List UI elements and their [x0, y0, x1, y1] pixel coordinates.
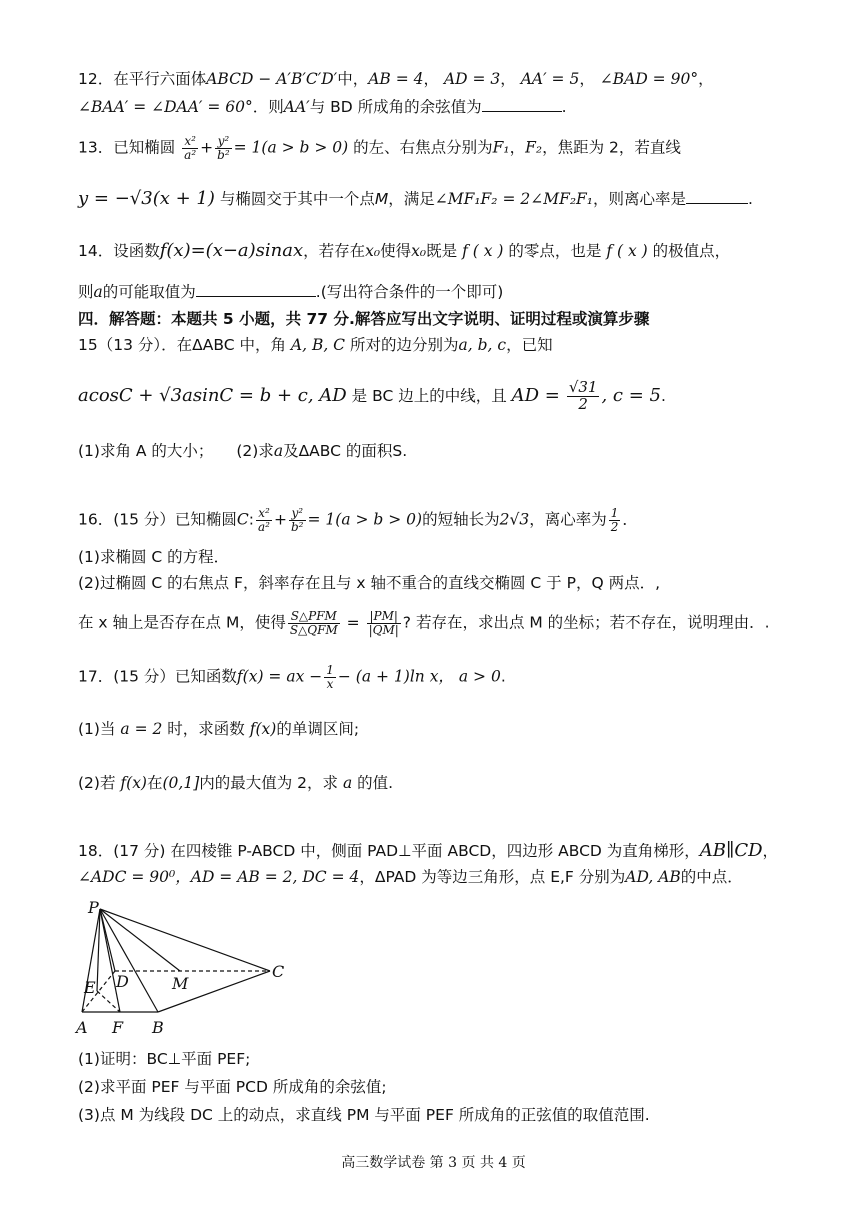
edge-pc	[100, 909, 270, 971]
q16-c: C	[236, 510, 249, 529]
q15-text: 15（13 分）．在ΔABC 中，角	[78, 336, 286, 354]
q18-part2: (2)求平面 PEF 与平面 PCD 所成角的余弦值;	[78, 1078, 387, 1096]
q14-text6: 的极值点，	[652, 242, 731, 260]
label-b: B	[152, 1018, 164, 1037]
q17-frac	[324, 664, 336, 690]
q15-dot: .	[661, 386, 666, 405]
q16-part1: (1)求椭圆 C 的方程．	[78, 548, 230, 566]
q15-sqrt31: √31	[568, 378, 598, 396]
q16-text: 16．(15 分）已知椭圆	[78, 510, 237, 529]
q13-comma: ，	[509, 138, 526, 157]
q13-text3: ，焦距为 2，若直线	[542, 138, 681, 157]
q14-text8: 的可能取值为	[102, 283, 196, 301]
q13-frac-y	[215, 135, 232, 161]
q14-line2	[78, 281, 503, 303]
q17-part1-f: f(x)	[249, 720, 277, 738]
q17-line1	[78, 664, 506, 690]
q13-period: .	[748, 190, 753, 208]
q15-text3: ，已知	[506, 336, 553, 354]
q16-half	[609, 507, 621, 533]
q13-text5: ，满足	[388, 190, 435, 208]
q13-frac-x	[182, 135, 198, 161]
q18-part1: (1)证明：BC⊥平面 PEF;	[78, 1050, 251, 1068]
q13-line2	[78, 188, 753, 210]
q14-text4: 既是	[426, 242, 458, 260]
q18-part3: (3)点 M 为线段 DC 上的动点，求直线 PM 与平面 PEF 所成角的正弦值的取值范围.	[78, 1106, 650, 1124]
q16-line3: 在 x 轴上是否存在点 M，使得 $\frac{\text{S△PFM}}{\text{S△QFM}}$ = $\frac{|PM|}{|QM|}$ ? 若存在，求出点 M 的坐标；若不存在，说明理由．.	[78, 609, 770, 637]
q14-func: f(x)=(x−a)sinax	[159, 240, 304, 261]
q15-text2: 所对的边分别为	[349, 336, 459, 354]
q15-frac	[567, 380, 600, 413]
q16-pm: |PM|	[367, 610, 401, 624]
section-heading: 四．解答题：本题共 5 小题，共 77 分.解答应写出文字说明、证明过程或演算步骤	[78, 310, 650, 328]
q15-c-eq: , c = 5	[601, 384, 661, 406]
q16-text5: ? 若存在，求出点 M 的坐标；若不存在，说明理由．.	[402, 613, 770, 632]
q16-line1: 16．(15 分）已知椭圆C: $\frac{\text{x²}}{\text{a²}}$ + $\frac{\text{y²}}{\text{b²}}$ = 1(a > b > 0)的短轴长为2√3，离心率为 $\frac{1}{2}$ ．	[78, 506, 638, 534]
q17-part2-f: f(x)	[120, 774, 147, 792]
q13-line-eq: y = −√3(x + 1)	[78, 188, 215, 209]
q15-text4: 是 BC 边上的中线，且	[351, 386, 507, 405]
q18-text3: 的中点．	[680, 868, 743, 886]
q18-text: 18．(17 分) 在四棱锥 P-ABCD 中，侧面 PAD⊥平面 ABCD，四边形 ABCD 为直角梯形，	[78, 842, 700, 860]
q12-text: 12．在平行六面体	[78, 70, 207, 88]
q15-part2-end: 及ΔABC 的面积S.	[283, 442, 408, 460]
q15-sides: a, b, c	[458, 336, 507, 354]
q17-one: 1	[326, 663, 334, 677]
q18-line2	[78, 866, 743, 888]
q12-text-mid: 中，	[337, 70, 369, 88]
q16-y2: y²	[289, 507, 306, 521]
q12-period: .	[561, 98, 567, 116]
q13-b2: b²	[217, 147, 230, 162]
q13-y2: y²	[215, 135, 232, 149]
q15-parts	[78, 440, 407, 462]
q16-a2: a²	[258, 519, 270, 534]
q16-frac-x	[256, 507, 272, 533]
answer-blank	[196, 282, 316, 297]
q16-length-ratio	[367, 610, 401, 636]
q17-part2-pre: (2)若	[78, 774, 116, 792]
q16-spfm: S△PFM	[288, 610, 340, 624]
label-e: E	[84, 978, 96, 997]
q15-formula: acosC + √3asinC = b + c, AD	[78, 384, 347, 406]
q14-line1	[78, 240, 730, 262]
q16-part2: (2)过椭圆 C 的右焦点 F，斜率存在且与 x 轴不重合的直线交椭圆 C 于 P，Q 两点．,	[78, 574, 661, 592]
label-a: A	[76, 1018, 88, 1037]
q18-text-end: ，	[762, 842, 779, 860]
q13-line1: 13．已知椭圆 $\frac{\text{x²}}{\text{a²}}$ + $\frac{\text{y²}}{\text{b²}}$ = 1(a > b > 0) 的左、右焦点分别为F₁，F₂，焦距为 2，若直线	[78, 134, 681, 162]
q13-f2: F₂	[525, 138, 543, 157]
q12-angles: ∠BAA′ = ∠DAA′ = 60°	[78, 98, 253, 116]
answer-blank	[482, 97, 562, 112]
q18-text2: ，ΔPAD 为等边三角形，点 E,F 分别为	[359, 868, 626, 886]
page-footer: 高三数学试卷 第 3 页 共 4 页	[341, 1155, 526, 1171]
q13-text: 13．已知椭圆	[78, 138, 176, 157]
q13-x2: x²	[182, 135, 198, 149]
q18-parallel: AB∥CD	[699, 840, 763, 861]
q16-half-den: 2	[610, 519, 619, 534]
q16-text2: 的短轴长为	[422, 510, 500, 529]
q17-text: 17．(15 分）已知函数	[78, 667, 237, 686]
q12-line1: 12．在平行六面体ABCD − A′B′C′D′中，AB = 4， AD = 3， AA′ = 5， ∠BAD = 90°，	[78, 70, 714, 88]
q14-text: 14．设函数	[78, 242, 160, 260]
q16-frac-y	[289, 507, 306, 533]
answer-blank	[686, 189, 748, 204]
q13-text2: 的左、右焦点分别为	[353, 138, 493, 157]
q12-line2	[78, 96, 567, 118]
q14-fx-2: f ( x )	[606, 242, 648, 260]
q13-f1: F₁	[492, 138, 510, 157]
q14-text9: .(写出符合条件的一个即可)	[315, 283, 504, 301]
label-p: P	[88, 898, 99, 917]
q13-text4: 与椭圆交于其中一个点	[219, 190, 375, 208]
q14-fx: f ( x )	[462, 242, 504, 260]
edge-pb	[100, 909, 158, 1012]
q15-part2: (2)求	[236, 442, 274, 460]
q17-func-post: − (a + 1)ln x，	[337, 667, 454, 686]
q12-aa: AA′ = 5	[520, 70, 580, 88]
q17-part1-mid: 时，求函数	[167, 720, 245, 738]
q16-text4: 在 x 轴上是否存在点 M，使得	[78, 613, 286, 632]
q12-ad: AD = 3	[443, 70, 501, 88]
q15-line1	[78, 334, 553, 356]
q16-sqfm: S△QFM	[289, 622, 338, 637]
q13-a2: a²	[184, 147, 197, 162]
edge-pm	[100, 909, 180, 971]
label-c: C	[272, 962, 285, 981]
q17-dot: .	[500, 667, 506, 686]
q16-text3: ，离心率为	[529, 510, 607, 529]
q14-x0: x₀	[365, 242, 381, 260]
q17-part2-last: 的值.	[357, 774, 394, 792]
q16-b2: b²	[291, 519, 304, 534]
q16-area-ratio	[288, 610, 340, 636]
q16-minor: 2√3	[499, 510, 530, 529]
q16-qm: |QM|	[368, 622, 399, 637]
q12-text2: ．则	[252, 98, 284, 116]
q18-angle: ∠ADC = 90⁰	[78, 868, 176, 886]
pyramid-figure	[70, 895, 300, 1045]
q14-x0-2: x₀	[411, 242, 427, 260]
q12-text3: 与 BD 所成角的余弦值为	[309, 98, 482, 116]
q17-part1-end: 的单调区间;	[276, 720, 360, 738]
q17-part1	[78, 718, 359, 740]
label-f: F	[112, 1018, 124, 1037]
q17-part1-pre: (1)当	[78, 720, 116, 738]
q13-eq: = 1(a > b > 0)	[233, 138, 349, 157]
q12-bad: ∠BAD = 90°	[599, 70, 699, 88]
q17-part2-a: a	[342, 774, 353, 792]
q18-line1	[78, 840, 778, 862]
q14-text3: 使得	[380, 242, 412, 260]
q16-half-num: 1	[610, 506, 619, 520]
q16-x2: x²	[256, 507, 272, 521]
q18-cond: ，AD = AB = 2, DC = 4	[175, 868, 360, 886]
q14-a: a	[93, 283, 103, 301]
q13-angle: ∠MF₁F₂ = 2∠MF₂F₁	[434, 190, 594, 208]
q17-part2	[78, 772, 393, 794]
q16-dot: ．	[622, 510, 638, 529]
label-d: D	[116, 972, 129, 991]
q17-part2-mid: 在	[146, 774, 163, 792]
q16-eq: = 1(a > b > 0)	[307, 510, 423, 529]
q17-cond: a > 0	[458, 667, 501, 686]
q12-ab: AB = 4	[368, 70, 424, 88]
q17-part1-eq: a = 2	[120, 720, 163, 738]
q14-text5: 的零点，也是	[508, 242, 602, 260]
q17-func-pre: f(x) = ax −	[236, 667, 323, 686]
q15-part2-a: a	[273, 442, 284, 460]
q17-x: x	[326, 676, 334, 691]
q15-ad-eq: AD =	[511, 384, 560, 406]
q14-text7: 则	[78, 283, 94, 301]
q15-line2	[78, 380, 666, 413]
q12-solid: ABCD − A′B′C′D′	[206, 70, 338, 88]
q13-text6: ，则离心率是	[593, 190, 687, 208]
q17-part2-int: (0,1]	[162, 774, 200, 792]
q15-angles: A, B, C	[290, 336, 346, 354]
q15-part1: (1)求角 A 的大小；	[78, 442, 214, 460]
q15-two: 2	[578, 394, 588, 413]
q14-text2: ，若存在	[303, 242, 366, 260]
label-m: M	[172, 974, 189, 993]
q13-m: M	[374, 190, 389, 208]
q12-vec: AA′	[283, 98, 310, 116]
q18-points: AD, AB	[625, 868, 681, 886]
q17-part2-end: 内的最大值为 2，求	[199, 774, 339, 792]
